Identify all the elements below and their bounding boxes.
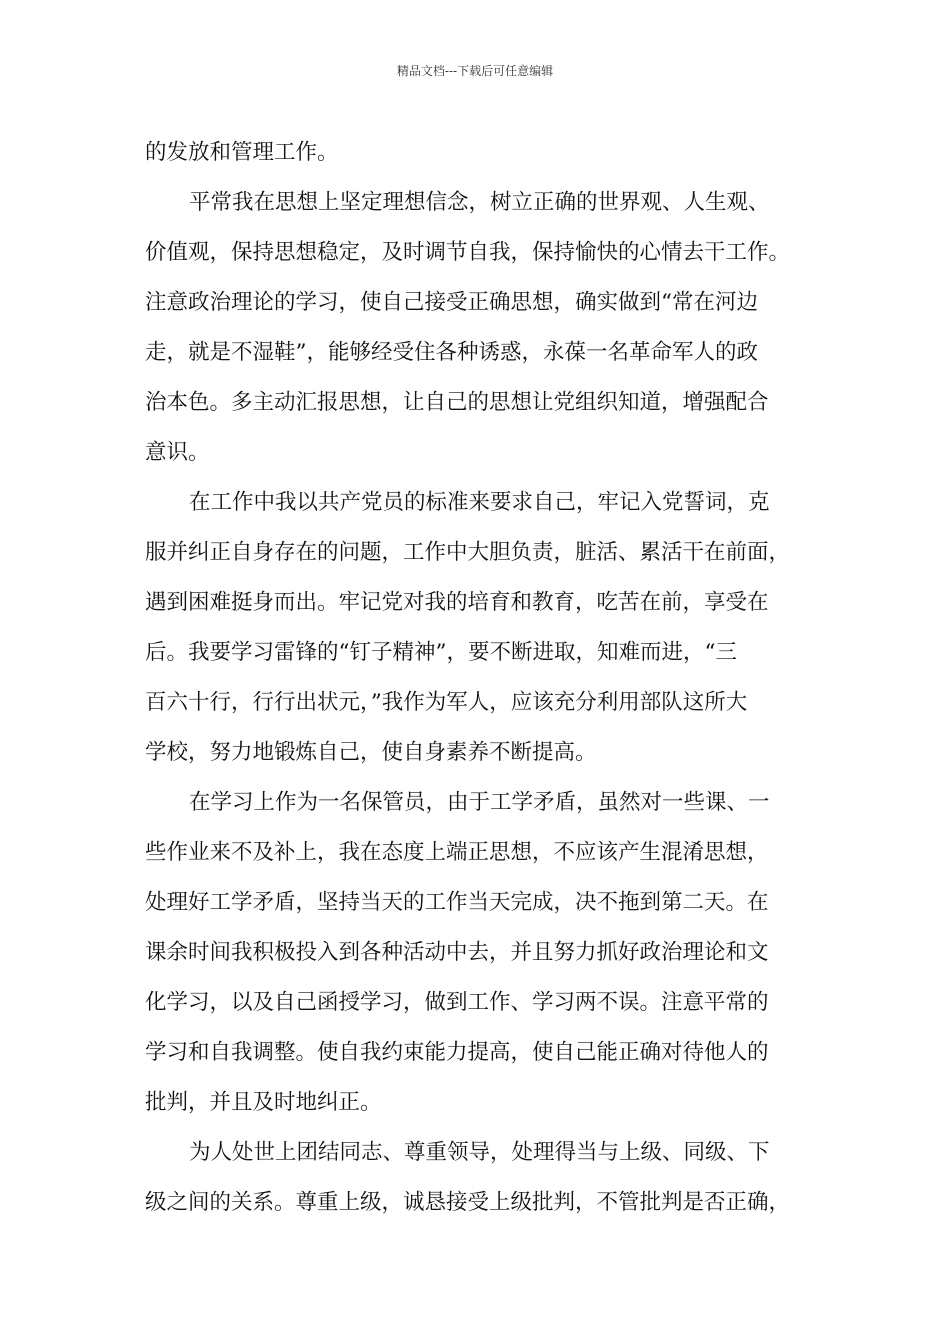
text-line: 学校，努力地锻炼自己，使自身素养不断提高。 <box>145 740 597 765</box>
text-line: 服并纠正自身存在的问题，工作中大胆负责，脏活、累活干在前面， <box>145 540 791 565</box>
text-line: 后。我要学习雷锋的“钉子精神”，要不断进取，知难而进，“三 <box>145 640 737 665</box>
text-line: 些作业来不及补上，我在态度上端正思想，不应该产生混淆思想， <box>145 840 769 865</box>
text-line: 百六十行，行行出状元，”我作为军人，应该充分利用部队这所大 <box>145 690 748 715</box>
text-line: 处理好工学矛盾，坚持当天的工作当天完成，决不拖到第二天。在 <box>145 890 769 915</box>
text-line: 意识。 <box>145 440 210 465</box>
text-line: 级之间的关系。尊重上级，诚恳接受上级批判，不管批判是否正确， <box>145 1190 791 1215</box>
text-line: 的发放和管理工作。 <box>145 140 339 165</box>
text-line: 为人处世上团结同志、尊重领导，处理得当与上级、同级、下 <box>189 1140 770 1165</box>
text-line: 在学习上作为一名保管员，由于工学矛盾，虽然对一些课、一 <box>189 790 770 815</box>
text-line: 化学习，以及自己函授学习，做到工作、学习两不误。注意平常的 <box>145 990 769 1015</box>
text-line: 价值观，保持思想稳定，及时调节自我，保持愉快的心情去干工作。 <box>145 240 791 265</box>
text-line: 治本色。多主动汇报思想，让自己的思想让党组织知道，增强配合 <box>145 390 769 415</box>
text-line: 学习和自我调整。使自我约束能力提高，使自己能正确对待他人的 <box>145 1040 769 1065</box>
page-header: 精品文档---下载后可任意编辑 <box>396 64 554 78</box>
text-line: 在工作中我以共产党员的标准来要求自己，牢记入党誓词，克 <box>189 490 770 515</box>
text-line: 批判，并且及时地纠正。 <box>145 1090 382 1115</box>
text-line: 平常我在思想上坚定理想信念，树立正确的世界观、人生观、 <box>189 190 770 215</box>
text-line: 走，就是不湿鞋”，能够经受住各种诱惑，永葆一名革命军人的政 <box>145 340 758 365</box>
text-line: 课余时间我积极投入到各种活动中去，并且努力抓好政治理论和文 <box>145 940 769 965</box>
document-body <box>145 128 815 1228</box>
text-line: 遇到困难挺身而出。牢记党对我的培育和教育，吃苦在前，享受在 <box>145 590 769 615</box>
text-line: 注意政治理论的学习，使自己接受正确思想，确实做到“常在河边 <box>145 290 758 315</box>
